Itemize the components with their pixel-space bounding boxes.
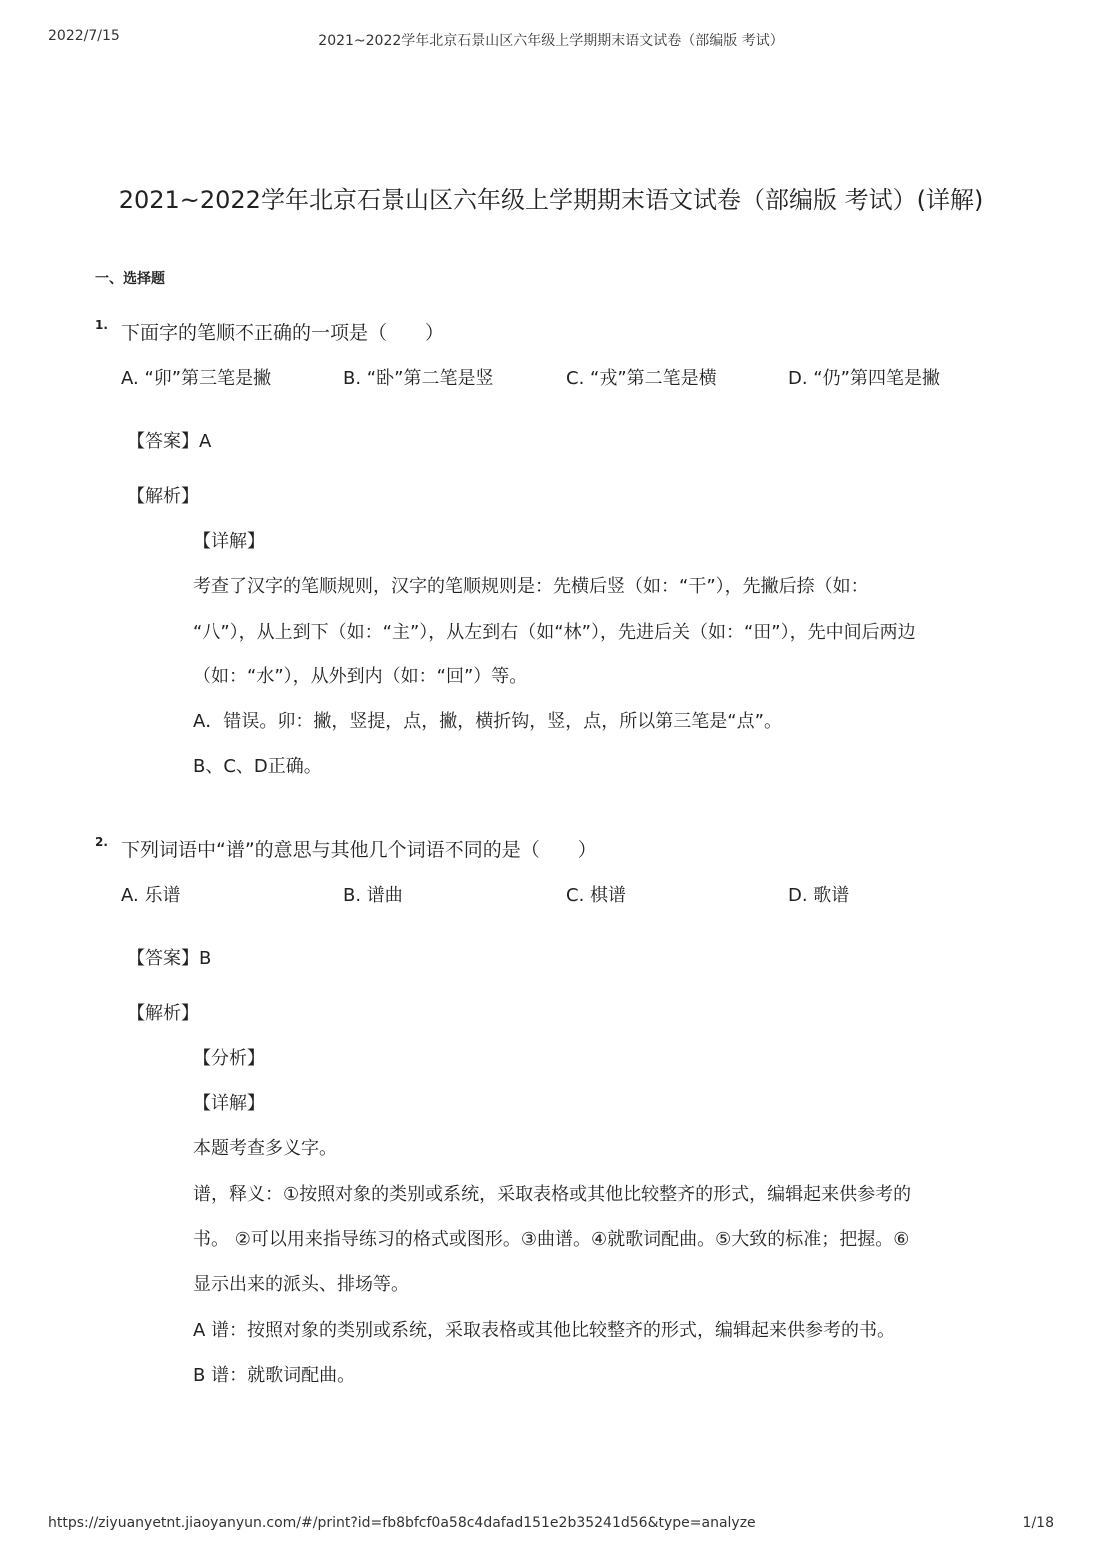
question-2-option-c: C. 棋谱 xyxy=(566,885,627,906)
question-2-option-d: D. 歌谱 xyxy=(788,885,850,906)
header-title: 2021~2022学年北京石景山区六年级上学期期末语文试卷（部编版 考试） xyxy=(318,33,784,49)
question-1-detail-line: “八”），从上到下（如：“主”），从左到右（如“林”），先进后关（如：“田”），先中间后两边 xyxy=(193,622,916,643)
question-2-text: 下列词语中“谱”的意思与其他几个词语不同的是（ ） xyxy=(121,839,597,861)
question-2-option-b: B. 谱曲 xyxy=(343,885,403,906)
question-1-option-c: C. “戎”第二笔是横 xyxy=(566,368,717,389)
question-2-option-a: A. 乐谱 xyxy=(121,885,181,906)
question-2-detail-line: B 谱：就歌词配曲。 xyxy=(193,1365,356,1386)
footer-url: https://ziyuanyetnt.jiaoyanyun.com/#/print?id=fb8bfcf0a58c4dafad151e2b35241d56&type=analyze xyxy=(48,1515,756,1531)
question-2-detail-line: 显示出来的派头、排场等。 xyxy=(193,1274,409,1295)
question-2-detail-line: 书。 ②可以用来指导练习的格式或图形。③曲谱。④就歌词配曲。⑤大致的标准；把握。⑥ xyxy=(193,1229,910,1250)
question-1-detail-line: A．错误。卯：撇，竖提，点，撇，横折钩，竖，点，所以第三笔是“点”。 xyxy=(193,711,782,732)
section-title: 一、选择题 xyxy=(95,271,165,287)
question-2-number: 2. xyxy=(95,835,108,849)
header-date: 2022/7/15 xyxy=(48,28,120,44)
question-1-option-d: D. “仍”第四笔是撇 xyxy=(788,368,940,389)
question-1-text: 下面字的笔顺不正确的一项是（ ） xyxy=(121,322,445,344)
question-1-analysis-label: 【解析】 xyxy=(127,486,199,507)
question-1-detail-line: （如：“水”），从外到内（如：“回”）等。 xyxy=(193,666,528,687)
question-1-number: 1. xyxy=(95,318,108,332)
question-2-detail-line: 本题考查多义字。 xyxy=(193,1138,337,1159)
question-2-analysis-label: 【解析】 xyxy=(127,1003,199,1024)
document-title: 2021~2022学年北京石景山区六年级上学期期末语文试卷（部编版 考试）(详解) xyxy=(118,186,984,214)
question-2-detail-line: A 谱：按照对象的类别或系统，采取表格或其他比较整齐的形式，编辑起来供参考的书。 xyxy=(193,1320,896,1341)
question-2-answer: 【答案】B xyxy=(127,948,212,969)
question-2-detail-label: 【详解】 xyxy=(193,1093,265,1114)
question-1-option-a: A. “卯”第三笔是撇 xyxy=(121,368,272,389)
question-1-option-b: B. “卧”第二笔是竖 xyxy=(343,368,494,389)
question-1-detail-label: 【详解】 xyxy=(193,531,265,552)
question-2-detail-line: 谱，释义：①按照对象的类别或系统，采取表格或其他比较整齐的形式，编辑起来供参考的 xyxy=(193,1184,912,1205)
footer-page-number: 1/18 xyxy=(1022,1515,1054,1531)
question-1-detail-line: 考查了汉字的笔顺规则，汉字的笔顺规则是：先横后竖（如：“干”），先撇后捺（如： xyxy=(193,576,869,597)
question-1-answer: 【答案】A xyxy=(127,431,212,452)
question-1-detail-line: B、C、D正确。 xyxy=(193,756,322,777)
question-2-fenxi-label: 【分析】 xyxy=(193,1048,265,1069)
